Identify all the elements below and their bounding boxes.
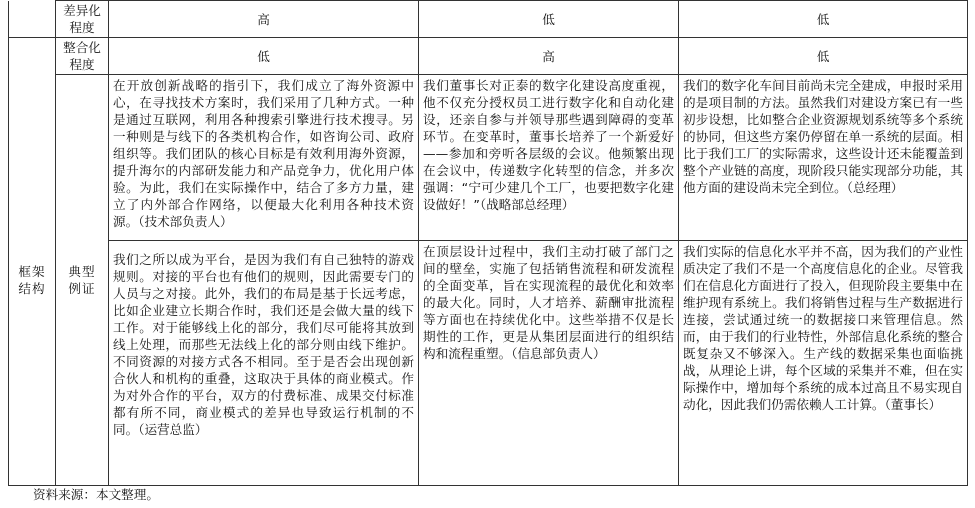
framework-text-1: 在开放创新战略的指引下，我们成立了海外资源中心，在寻找技术方案时，我们采用了几种方式。一种是通过互联网，利用各种搜索引擎进行技术搜寻。另一种则是与线下的各类机构合作，如咨询公司、政府组织等。我们团队的核心目标是有效利用海外资源，提升海尔的内部研发能力和产品竞争力，优化用户体验。为此，我们在实际操作中，结合了多方力量，建立了内外部合作网络，以便最大化利用各种技术资源。（技术部负责人）	[109, 75, 419, 241]
row-integration-degree	[9, 38, 968, 75]
diff-level-3: 低	[679, 1, 968, 38]
comparison-table	[8, 0, 968, 486]
integration-level-2: 高	[419, 38, 679, 75]
row-framework	[9, 75, 968, 241]
framework-text-2: 我们董事长对正泰的数字化建设高度重视，他不仅充分授权员工进行数字化和自动化建设，还亲自参与并领导那些遇到障碍的变革环节。在变革时，董事长培养了一个新爱好——参加和旁听各层级的会议。他频繁出现在会议中，传递数字化转型的信念，并多次强调：“宁可少建几个工厂，也要把数字化建设做好！”（战略部总经理）	[419, 75, 679, 241]
diff-level-2: 低	[419, 1, 679, 38]
example-text-2: 在顶层设计过程中，我们主动打破了部门之间的壁垒，实施了包括销售流程和研发流程的全面变革，旨在实现流程的最优化和效率的最大化。同时，人才培养、薪酬审批流程等方面也在持续优化中。这些举措不仅是长期性的工作，更是从集团层面进行的组织结构和流程重塑。（信息部负责人）	[419, 241, 679, 486]
corner-cell	[9, 1, 56, 38]
source-footnote: 资料来源：本文整理。	[33, 487, 159, 502]
framework-label: 框架 结构	[9, 75, 56, 486]
integration-level-1: 低	[109, 38, 419, 75]
row-header-diff: 差异化 程度	[56, 1, 109, 38]
integration-level-3: 低	[679, 38, 968, 75]
example-text-1: 我们之所以成为平台，是因为我们有自己独特的游戏规则。对接的平台也有他们的规则，因此需要专门的人员与之对接。此外，我们的布局是基于长远考虑，比如企业建立长期合作时，我们还是会做大量的线下工作。对于能够线上化的部分，我们尽可能将其放到线上处理，而那些无法线上化的部分则由线下维护。不同资源的对接方式各不相同。至于是否会出现创新合伙人和机构的重叠，这取决于具体的商业模式。作为对外合作的平台，双方的付费标准、成果交付标准都有所不同，商业模式的差异也导致运行机制的不同。（运营总监）	[109, 241, 419, 486]
framework-text-3: 我们的数字化车间目前尚未完全建成，申报时采用的是项目制的方法。虽然我们对建设方案已有一些初步设想，比如整合企业资源规划系统等多个系统的协同，但这些方案仍停留在单一系统的层面。相比于我们工厂的实际需求，这些设计还未能覆盖到整个产业链的高度，现阶段只能实现部分功能，其他方面的建设尚未完全到位。（总经理）	[679, 75, 968, 241]
examples-label: 典型 例证	[56, 75, 109, 486]
empty-cell	[9, 38, 56, 75]
row-header-integration: 整合化 程度	[56, 38, 109, 75]
row-examples	[9, 241, 968, 486]
example-text-3: 我们实际的信息化水平并不高，因为我们的产业性质决定了我们不是一个高度信息化的企业。尽管我们在信息化方面进行了投入，但现阶段主要集中在维护现有系统上。我们将销售过程与生产数据进行连接，尝试通过统一的数据接口来管理信息。然而，由于我们的行业特性，外部信息化系统的整合既复杂又不够深入。生产线的数据采集也面临挑战，从理论上讲，每个区域的采集并不难，但在实际操作中，增加每个系统的成本过高且不易实现自动化，因此我们仍需依赖人工计算。（董事长）	[679, 241, 968, 486]
diff-level-1: 高	[109, 1, 419, 38]
row-diff-degree	[9, 1, 968, 38]
